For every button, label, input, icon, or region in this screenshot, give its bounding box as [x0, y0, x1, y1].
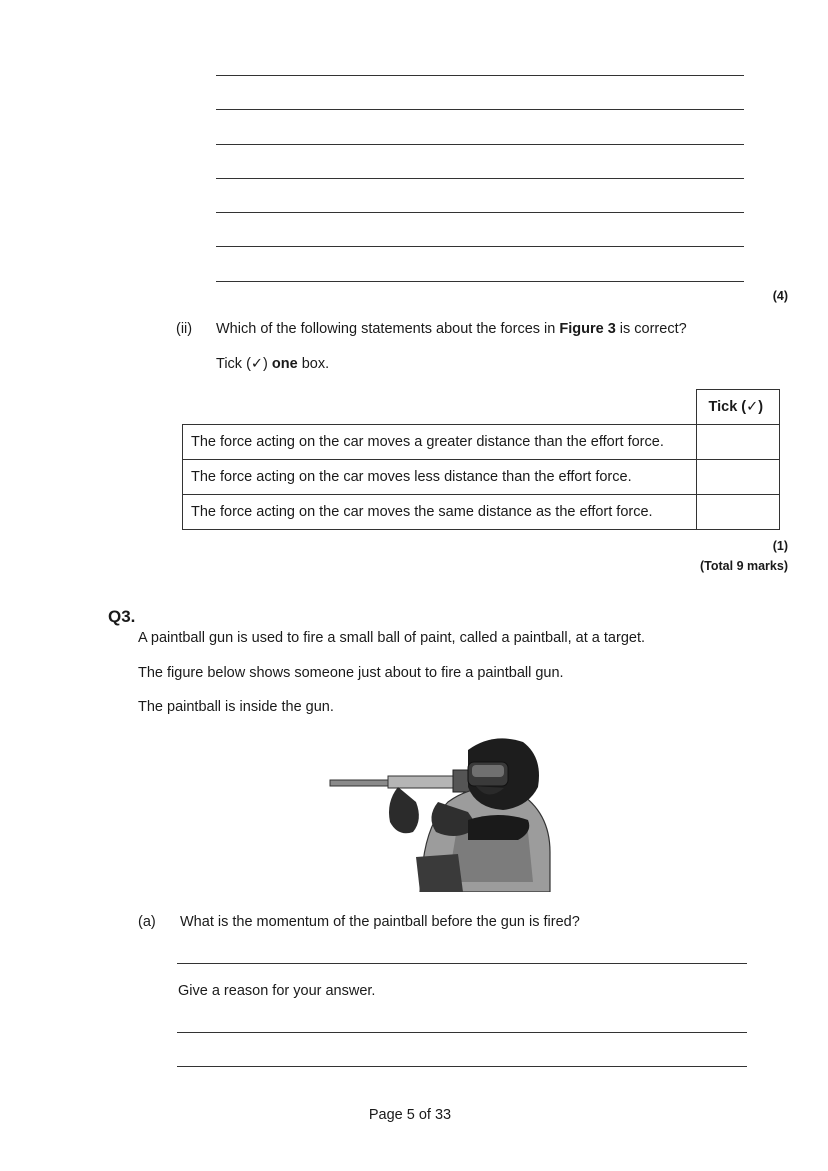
statement-text: The force acting on the car moves less distance than the effort force. — [183, 460, 697, 495]
answer-line[interactable] — [216, 144, 744, 145]
question-number: Q3. — [108, 607, 136, 626]
table-row — [183, 460, 780, 495]
page-number: Page 5 of 33 — [368, 1107, 452, 1123]
reason-prompt: Give a reason for your answer. — [178, 983, 376, 999]
answer-line[interactable] — [216, 109, 744, 110]
statement-text: The force acting on the car moves the same distance as the effort force. — [183, 495, 697, 530]
answer-line[interactable] — [216, 246, 744, 247]
part-ii-label: (ii) — [176, 321, 193, 337]
part-a-label: (a) — [138, 914, 156, 930]
tick-box[interactable] — [696, 460, 779, 495]
part-a-question: What is the momentum of the paintball before the gun is fired? — [180, 914, 580, 930]
answer-line[interactable] — [216, 281, 744, 282]
q3-intro-3: The paintball is inside the gun. — [138, 699, 334, 715]
marks-part-ii: (1) — [772, 539, 788, 553]
table-row — [183, 495, 780, 530]
answer-line[interactable] — [177, 1032, 747, 1033]
table-row — [183, 425, 780, 460]
part-ii-instruction: Tick (✓) one box. — [216, 356, 330, 372]
paintball-player-figure — [328, 732, 553, 892]
answer-line[interactable] — [177, 963, 747, 964]
tick-header: Tick (✓) — [696, 390, 779, 425]
answer-line[interactable] — [216, 75, 744, 76]
total-marks: (Total 9 marks) — [700, 559, 788, 573]
part-ii-question: Which of the following statements about the forces in Figure 3 is correct? — [216, 321, 687, 337]
answer-line[interactable] — [177, 1066, 747, 1067]
tick-table — [182, 389, 780, 530]
tick-box[interactable] — [696, 425, 779, 460]
answer-line[interactable] — [216, 178, 744, 179]
answer-line[interactable] — [216, 212, 744, 213]
marks-part-i: (4) — [772, 289, 788, 303]
statement-text: The force acting on the car moves a greater distance than the effort force. — [183, 425, 697, 460]
tick-box[interactable] — [696, 495, 779, 530]
q3-intro-1: A paintball gun is used to fire a small ball of paint, called a paintball, at a target. — [138, 630, 646, 646]
q3-intro-2: The figure below shows someone just about to fire a paintball gun. — [138, 665, 564, 681]
